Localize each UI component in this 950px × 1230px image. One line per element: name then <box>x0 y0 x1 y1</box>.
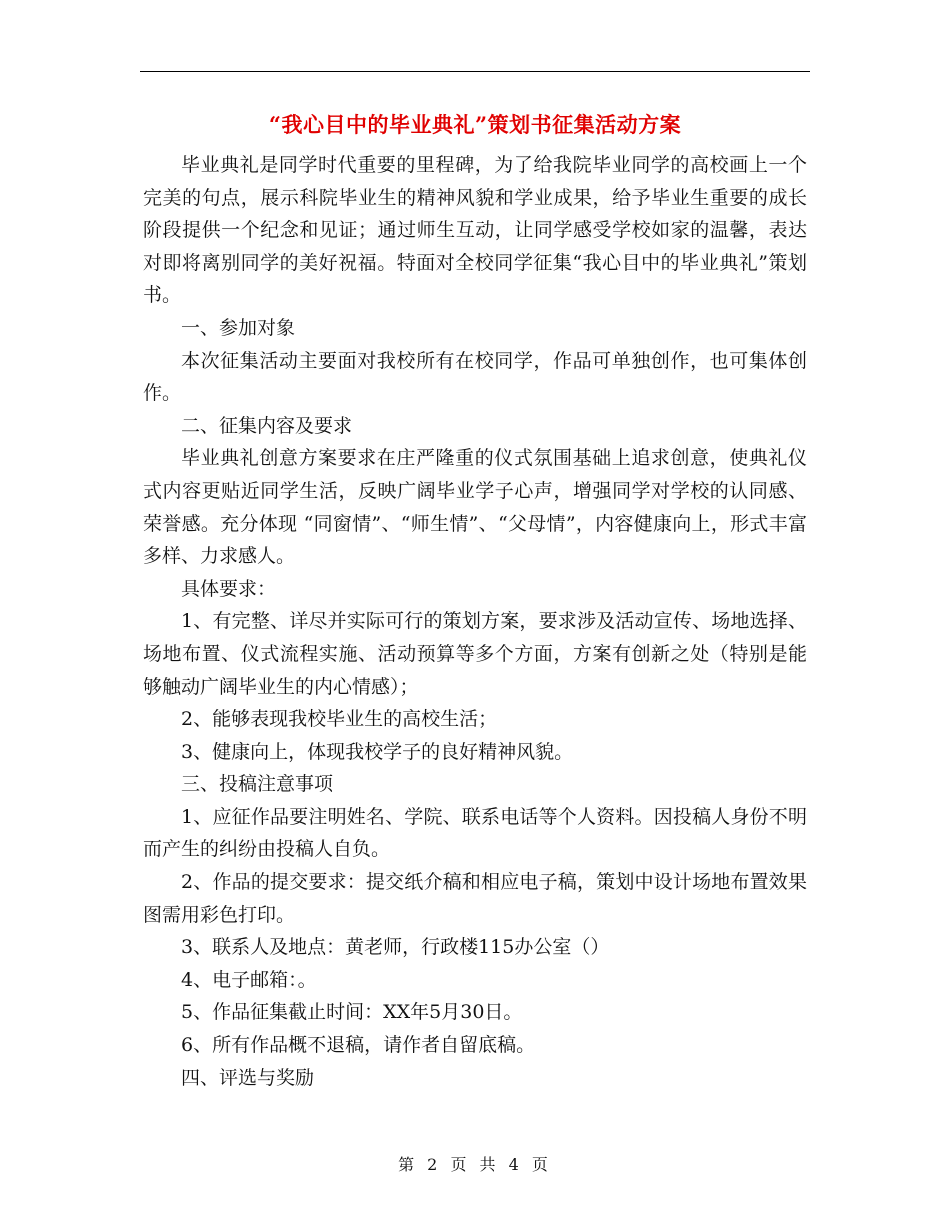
header-rule <box>140 71 810 72</box>
submission-item-4: 4、电子邮箱：。 <box>181 968 317 991</box>
section-heading-content: 二、征集内容及要求 <box>181 414 353 437</box>
section-heading-participants: 一、参加对象 <box>181 316 296 339</box>
subheading-requirements: 具体要求： <box>181 577 277 600</box>
section-heading-submission: 三、投稿注意事项 <box>181 773 334 796</box>
requirement-item-2: 2、能够表现我校毕业生的高校生活； <box>181 708 498 731</box>
paragraph-content: 毕业典礼创意方案要求在庄严隆重的仪式氛围基础上追求创意，使典礼仪式内容更贴近同学生活，反映广阔毕业学子心声，增强同学对学校的认同感、荣誉感。充分体现 “同窗情”、“师生情”、“父母情”，内容健康向上，形式丰富多样、力求感人。 <box>143 447 807 568</box>
document-title: “我心目中的毕业典礼”策划书征集活动方案 <box>268 112 682 137</box>
paragraph-intro: 毕业典礼是同学时代重要的里程碑，为了给我院毕业同学的高校画上一个完美的句点，展示科院毕业生的精神风貌和学业成果，给予毕业生重要的成长阶段提供一个纪念和见证；通过师生互动，让同学感受学校如家的温馨，表达对即将离别同学的美好祝福。特面对全校同学征集“我心目中的毕业典礼”策划书。 <box>143 154 807 307</box>
section-heading-awards: 四、评选与奖励 <box>181 1066 315 1089</box>
submission-item-3: 3、联系人及地点：黄老师，行政楼115办公室（） <box>181 936 610 959</box>
document-body <box>143 149 807 1094</box>
submission-item-6: 6、所有作品概不退稿，请作者自留底稿。 <box>181 1034 536 1057</box>
paragraph-participants: 本次征集活动主要面对我校所有在校同学，作品可单独创作，也可集体创作。 <box>143 349 807 405</box>
requirement-item-3: 3、健康向上，体现我校学子的良好精神风貌。 <box>181 740 574 763</box>
submission-item-5: 5、作品征集截止时间：XX年5月30日。 <box>181 1001 523 1024</box>
submission-item-2: 2、作品的提交要求：提交纸介稿和相应电子稿，策划中设计场地布置效果图需用彩色打印。 <box>143 871 807 926</box>
page-footer: 第 2 页 共 4 页 <box>398 1155 552 1174</box>
submission-item-1: 1、应征作品要注明姓名、学院、联系电话等个人资料。因投稿人身份不明而产生的纠纷由投稿人自负。 <box>143 805 807 861</box>
requirement-item-1: 1、有完整、详尽并实际可行的策划方案，要求涉及活动宣传、场地选择、场地布置、仪式流程实施、活动预算等多个方面，方案有创新之处（特别是能够触动广阔毕业生的内心情感）； <box>143 610 807 698</box>
